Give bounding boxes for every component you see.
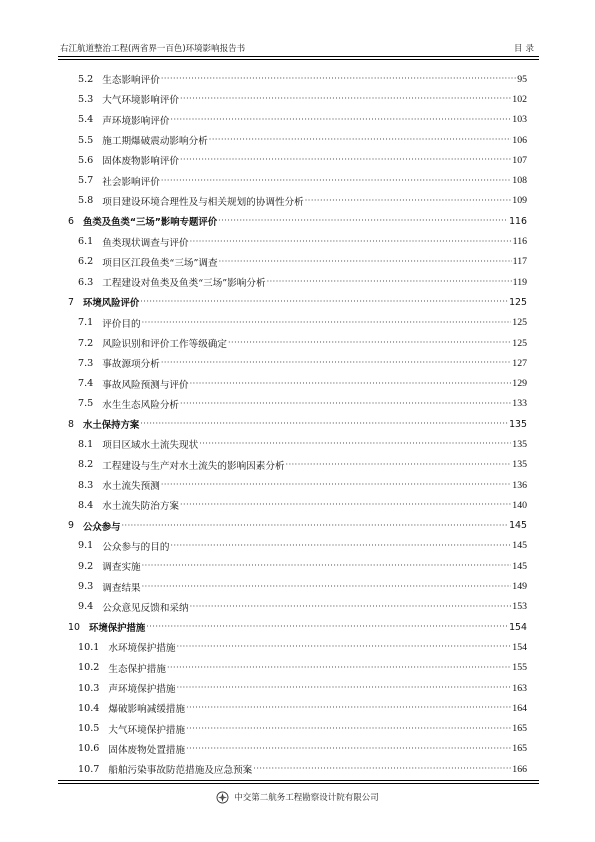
toc-entry-page: 106 xyxy=(512,134,527,146)
dot-leader xyxy=(190,236,512,248)
toc-entry-title: 声环境保护措施 xyxy=(108,684,176,696)
toc-entry-page: 165 xyxy=(512,723,527,735)
toc-entry-title: 环境保护措施 xyxy=(88,623,146,635)
section-label: 目录 xyxy=(513,44,537,54)
dot-leader xyxy=(199,438,511,450)
dot-leader xyxy=(146,621,508,633)
toc-entry-page: 116 xyxy=(512,236,527,248)
toc-entry-number: 5.7 xyxy=(78,175,94,187)
toc-entry-page: 133 xyxy=(512,398,527,410)
toc-entry-number: 5.3 xyxy=(78,93,94,105)
toc-entry-title: 水土流失防治方案 xyxy=(102,501,180,513)
header-rule-thin xyxy=(58,59,539,60)
toc-entry[interactable] xyxy=(60,759,527,779)
dot-leader xyxy=(190,601,512,613)
toc-entry[interactable] xyxy=(60,739,527,759)
toc-entry[interactable] xyxy=(60,110,527,130)
toc-entry-number: 9 xyxy=(68,520,74,532)
toc-entry-title: 水土流失预测 xyxy=(102,481,160,493)
dot-leader xyxy=(218,215,508,227)
toc-entry-page: 108 xyxy=(512,175,527,187)
toc-entry[interactable] xyxy=(60,455,527,475)
toc-entry-title: 调查结果 xyxy=(102,582,141,594)
toc-entry-number: 10.5 xyxy=(78,723,100,735)
toc-entry-page: 125 xyxy=(512,317,527,329)
toc-entry[interactable] xyxy=(60,69,527,89)
toc-entry-page: 145 xyxy=(512,540,527,552)
toc-chapter-entry[interactable] xyxy=(60,414,527,434)
page-header xyxy=(58,38,539,56)
toc-entry-number: 9.2 xyxy=(78,560,94,572)
toc-entry-title: 风险识别和评价工作等级确定 xyxy=(102,339,227,350)
toc-entry-title: 水生生态风险分析 xyxy=(102,399,180,411)
toc-chapter-entry[interactable] xyxy=(60,617,527,637)
dot-leader xyxy=(161,357,511,369)
toc-entry-title: 调查实施 xyxy=(102,562,141,574)
toc-entry-title: 大气环境影响评价 xyxy=(102,95,180,107)
toc-entry-page: 145 xyxy=(512,560,527,572)
dot-leader xyxy=(161,73,516,85)
toc-entry[interactable] xyxy=(60,170,527,190)
toc-entry-page: 107 xyxy=(512,154,527,166)
toc-entry-title: 船舶污染事故防范措施及应急预案 xyxy=(108,765,253,777)
toc-entry-number: 10.4 xyxy=(78,702,100,714)
dot-leader xyxy=(140,418,508,430)
toc-entry[interactable] xyxy=(60,637,527,657)
toc-entry-number: 10.7 xyxy=(78,763,100,775)
toc-entry-page: 135 xyxy=(509,418,527,430)
toc-entry-number: 6.3 xyxy=(78,276,94,288)
dot-leader xyxy=(140,296,508,308)
toc-entry-page: 109 xyxy=(512,195,527,207)
toc-entry-number: 7.3 xyxy=(78,357,94,369)
toc-entry[interactable] xyxy=(60,373,527,393)
dot-leader xyxy=(286,459,512,471)
toc-entry-title: 评价目的 xyxy=(102,318,141,330)
toc-entry-number: 5.2 xyxy=(78,73,94,85)
toc-entry-number: 7.5 xyxy=(78,398,94,410)
toc-entry-page: 95 xyxy=(517,73,527,85)
toc-entry[interactable] xyxy=(60,313,527,333)
page-footer xyxy=(0,788,595,806)
dot-leader xyxy=(228,337,511,349)
toc-entry-page: 129 xyxy=(512,378,527,390)
toc-entry-title: 项目区域水土流失现状 xyxy=(102,440,199,452)
table-of-contents xyxy=(60,69,527,779)
toc-entry[interactable] xyxy=(60,658,527,678)
document-title: 右江航道整治工程(两省界一百色)环境影响报告书 xyxy=(60,44,246,54)
toc-entry-number: 7.2 xyxy=(78,337,94,349)
toc-entry-number: 7.1 xyxy=(78,317,94,329)
toc-entry-number: 8.3 xyxy=(78,479,94,491)
dot-leader xyxy=(170,540,511,552)
toc-entry-number: 7.4 xyxy=(78,378,94,390)
company-name: 中交第二航务工程勘察设计院有限公司 xyxy=(234,793,379,803)
toc-entry-title: 生态保护措施 xyxy=(108,663,166,675)
toc-entry-title: 固体废物影响评价 xyxy=(102,156,180,168)
toc-entry[interactable] xyxy=(60,130,527,150)
toc-entry-number: 5.4 xyxy=(78,114,94,126)
toc-entry-page: 125 xyxy=(509,296,527,308)
dot-leader xyxy=(209,134,512,146)
toc-entry[interactable] xyxy=(60,536,527,556)
dot-leader xyxy=(190,378,512,390)
dot-leader xyxy=(121,520,508,532)
toc-entry[interactable] xyxy=(60,434,527,454)
toc-entry-page: 136 xyxy=(512,479,527,491)
toc-entry-number: 9.3 xyxy=(78,581,94,593)
dot-leader xyxy=(180,499,511,511)
toc-entry-title: 公众参与 xyxy=(82,521,121,533)
footer-rule xyxy=(58,780,539,781)
toc-entry-page: 135 xyxy=(512,459,527,471)
toc-entry-page: 154 xyxy=(512,641,527,653)
toc-entry[interactable] xyxy=(60,191,527,211)
toc-entry-title: 水土保持方案 xyxy=(82,420,140,432)
toc-entry-page: 164 xyxy=(512,702,527,714)
toc-entry-number: 8.2 xyxy=(78,459,94,471)
toc-entry[interactable] xyxy=(60,678,527,698)
toc-entry-page: 163 xyxy=(512,682,527,694)
toc-entry[interactable] xyxy=(60,576,527,596)
toc-entry-title: 公众参与的目的 xyxy=(102,541,170,553)
toc-entry-number: 5.8 xyxy=(78,195,94,207)
toc-entry-page: 145 xyxy=(509,520,527,532)
toc-entry-number: 5.5 xyxy=(78,134,94,146)
toc-entry-title: 项目建设环境合理性及与相关规划的协调性分析 xyxy=(102,196,304,208)
toc-entry-page: 149 xyxy=(512,581,527,593)
toc-entry-number: 6 xyxy=(68,215,74,227)
toc-entry[interactable] xyxy=(60,231,527,251)
dot-leader xyxy=(142,581,512,593)
toc-entry-number: 8.4 xyxy=(78,499,94,511)
footer-rule-thin xyxy=(58,783,539,784)
toc-entry-page: 140 xyxy=(512,499,527,511)
toc-entry[interactable] xyxy=(60,698,527,718)
toc-entry[interactable] xyxy=(60,394,527,414)
dot-leader xyxy=(253,763,511,775)
toc-entry-page: 154 xyxy=(509,621,527,633)
toc-entry-number: 10 xyxy=(68,621,80,633)
dot-leader xyxy=(180,93,511,105)
dot-leader xyxy=(177,682,512,694)
toc-entry-title: 环境风险评价 xyxy=(82,298,140,310)
toc-entry-page: 165 xyxy=(512,743,527,755)
toc-entry-number: 10.1 xyxy=(78,641,100,653)
toc-entry[interactable] xyxy=(60,495,527,515)
toc-entry-title: 工程建设对鱼类及鱼类“三场”影响分析 xyxy=(102,278,266,290)
toc-entry[interactable] xyxy=(60,597,527,617)
dot-leader xyxy=(305,195,512,207)
toc-entry-page: 116 xyxy=(509,215,527,227)
toc-entry[interactable] xyxy=(60,353,527,373)
toc-entry-number: 10.3 xyxy=(78,682,100,694)
toc-entry[interactable] xyxy=(60,556,527,576)
dot-leader xyxy=(186,702,511,714)
dot-leader xyxy=(186,723,511,735)
toc-entry-title: 声环境影响评价 xyxy=(102,115,170,127)
toc-entry-page: 166 xyxy=(512,763,527,775)
toc-entry-title: 事故风险预测与评价 xyxy=(102,379,189,391)
toc-entry-page: 155 xyxy=(512,662,527,674)
toc-entry-number: 8 xyxy=(68,418,74,430)
dot-leader xyxy=(167,662,511,674)
toc-entry-number: 5.6 xyxy=(78,154,94,166)
dot-leader xyxy=(180,154,511,166)
toc-entry-number: 6.1 xyxy=(78,236,94,248)
toc-entry-number: 9.1 xyxy=(78,540,94,552)
dot-leader xyxy=(142,560,512,572)
dot-leader xyxy=(170,114,511,126)
dot-leader xyxy=(186,743,511,755)
dot-leader xyxy=(161,479,511,491)
dot-leader xyxy=(177,641,512,653)
toc-entry-number: 6.2 xyxy=(78,256,94,268)
toc-entry-title: 工程建设与生产对水土流失的影响因素分析 xyxy=(102,460,285,472)
dot-leader xyxy=(142,317,512,329)
toc-entry-title: 施工期爆破震动影响分析 xyxy=(102,136,208,148)
toc-entry-title: 生态影响评价 xyxy=(102,75,160,87)
toc-chapter-entry[interactable] xyxy=(60,516,527,536)
toc-entry-title: 社会影响评价 xyxy=(102,176,160,188)
toc-entry-number: 10.6 xyxy=(78,743,100,755)
toc-entry-title: 水环境保护措施 xyxy=(108,643,176,655)
toc-entry-title: 事故源项分析 xyxy=(102,359,160,371)
toc-entry-title: 鱼类现状调查与评价 xyxy=(102,237,189,249)
toc-entry-page: 102 xyxy=(512,93,527,105)
toc-entry-title: 项目区江段鱼类“三场”调查 xyxy=(102,257,218,269)
toc-entry[interactable] xyxy=(60,89,527,109)
toc-entry-page: 153 xyxy=(512,601,527,613)
dot-leader xyxy=(267,276,512,288)
toc-entry-page: 125 xyxy=(512,337,527,349)
toc-entry-number: 9.4 xyxy=(78,601,94,613)
toc-entry-page: 135 xyxy=(512,438,527,450)
toc-entry[interactable] xyxy=(60,333,527,353)
header-rule xyxy=(58,56,539,57)
toc-entry-title: 大气环境保护措施 xyxy=(108,724,186,736)
toc-entry[interactable] xyxy=(60,252,527,272)
company-logo-icon xyxy=(216,791,229,804)
toc-entry[interactable] xyxy=(60,150,527,170)
toc-entry-page: 103 xyxy=(512,114,527,126)
toc-entry-number: 10.2 xyxy=(78,662,100,674)
dot-leader xyxy=(219,256,512,268)
toc-entry-title: 固体废物处置措施 xyxy=(108,744,186,756)
toc-entry-number: 8.1 xyxy=(78,438,94,450)
toc-entry-page: 117 xyxy=(512,256,527,268)
toc-entry[interactable] xyxy=(60,475,527,495)
toc-chapter-entry[interactable] xyxy=(60,292,527,312)
toc-entry-title: 鱼类及鱼类“三场”影响专题评价 xyxy=(82,217,218,229)
dot-leader xyxy=(180,398,511,410)
toc-entry-title: 爆破影响减缓措施 xyxy=(108,704,186,716)
toc-entry[interactable] xyxy=(60,272,527,292)
dot-leader xyxy=(161,175,511,187)
toc-entry-page: 127 xyxy=(512,357,527,369)
toc-entry-page: 119 xyxy=(512,276,527,288)
toc-chapter-entry[interactable] xyxy=(60,211,527,231)
toc-entry[interactable] xyxy=(60,719,527,739)
toc-entry-title: 公众意见反馈和采纳 xyxy=(102,602,189,614)
toc-entry-number: 7 xyxy=(68,296,74,308)
